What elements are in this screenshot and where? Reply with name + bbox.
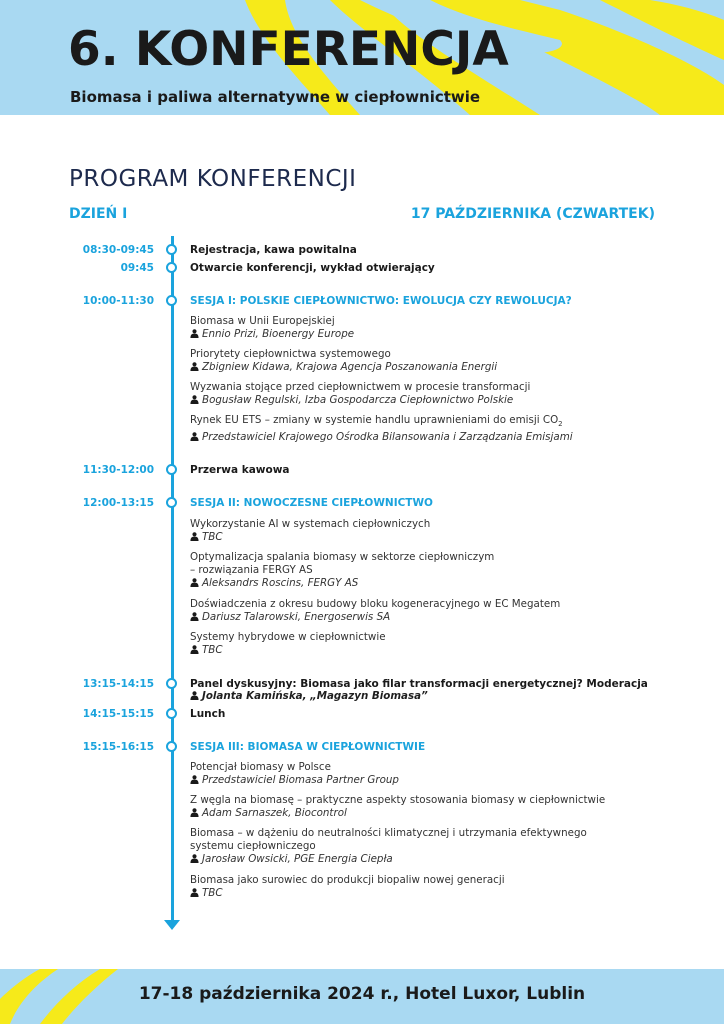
talk-title: Biomasa w Unii Europejskiej: [190, 315, 335, 327]
conference-subtitle: Biomasa i paliwa alternatywne w ciepłownictwie: [70, 88, 481, 106]
talk: [190, 827, 660, 866]
talk-speaker: [190, 531, 660, 544]
person-icon: [190, 854, 199, 863]
header-banner: [0, 0, 724, 115]
person-icon: [190, 395, 199, 404]
talk-speaker: [190, 431, 660, 444]
person-icon: [190, 691, 199, 700]
talk: [190, 761, 660, 787]
day-label: DZIEŃ I: [69, 206, 128, 222]
talk-speaker: [190, 690, 660, 703]
person-icon: [190, 578, 199, 587]
talk-title: Optymalizacja spalania biomasy w sektorze ciepłowniczym: [190, 551, 495, 563]
talk: [190, 598, 660, 624]
session-title: SESJA II: NOWOCZESNE CIEPŁOWNICTWO: [190, 497, 433, 509]
talk-title: Biomasa jako surowiec do produkcji biopaliw nowej generacji: [190, 874, 505, 886]
timeline-dot: [166, 741, 177, 752]
talk: [190, 518, 660, 544]
schedule-item-title: Lunch: [190, 708, 226, 720]
timeline-dot: [166, 708, 177, 719]
talk-title-line2: – rozwiązania FERGY AS: [190, 564, 313, 576]
talk-speaker: [190, 853, 660, 866]
schedule-item-title: Otwarcie konferencji, wykład otwierający: [190, 262, 435, 274]
talk-title: Potencjał biomasy w Polsce: [190, 761, 331, 773]
person-icon: [190, 775, 199, 784]
timeline-dot: [166, 244, 177, 255]
program-heading: PROGRAM KONFERENCJI: [69, 166, 357, 192]
talk-speaker: [190, 577, 660, 590]
talk: [190, 794, 660, 820]
time-slot: 09:45: [120, 262, 154, 274]
person-icon: [190, 362, 199, 371]
event-date-location: 17-18 października 2024 r., Hotel Luxor, Lublin: [138, 984, 586, 1004]
session-title: SESJA III: BIOMASA W CIEPŁOWNICTWIE: [190, 741, 426, 753]
speaker-name: Bogusław Regulski, Izba Gospodarcza Ciepłownictwo Polskie: [202, 394, 514, 406]
speaker-name: Aleksandrs Roscins, FERGY AS: [202, 577, 359, 589]
timeline-dot: [166, 497, 177, 508]
subscript: 2: [558, 420, 563, 429]
panel-item: [190, 678, 660, 703]
talk: [190, 551, 660, 590]
talk-speaker: [190, 611, 660, 624]
person-icon: [190, 612, 199, 621]
timeline-dot: [166, 678, 177, 689]
timeline-line: [171, 236, 174, 922]
timeline-dot: [166, 464, 177, 475]
person-icon: [190, 432, 199, 441]
schedule-item-title: Przerwa kawowa: [190, 464, 290, 476]
talk-title: Z węgla na biomasę – praktyczne aspekty stosowania biomasy w ciepłownictwie: [190, 794, 606, 806]
conference-title: 6. KONFERENCJA: [68, 22, 509, 77]
talk-title: Wykorzystanie AI w systemach ciepłowniczych: [190, 518, 431, 530]
talk-title: Wyzwania stojące przed ciepłownictwem w procesie transformacji: [190, 381, 531, 393]
time-slot: 13:15-14:15: [82, 678, 154, 690]
time-slot: 14:15-15:15: [82, 708, 154, 720]
schedule-item-title: Rejestracja, kawa powitalna: [190, 244, 357, 256]
talk-speaker: [190, 361, 660, 374]
speaker-name: Adam Sarnaszek, Biocontrol: [202, 807, 347, 819]
talk-speaker: [190, 774, 660, 787]
speaker-name: Jarosław Owsicki, PGE Energia Ciepła: [202, 853, 393, 865]
timeline-dot: [166, 295, 177, 306]
talk: [190, 315, 660, 341]
talk: [190, 414, 660, 444]
time-slot: 11:30-12:00: [82, 464, 154, 476]
speaker-name: Przedstawiciel Krajowego Ośrodka Bilansowania i Zarządzania Emisjami: [202, 431, 573, 444]
person-icon: [190, 888, 199, 897]
time-slot: 08:30-09:45: [82, 244, 154, 256]
speaker-name: Ennio Prizi, Bioenergy Europe: [202, 328, 355, 340]
talk: [190, 631, 660, 657]
talk-title: Priorytety ciepłownictwa systemowego: [190, 348, 391, 360]
speaker-name: Zbigniew Kidawa, Krajowa Agencja Poszanowania Energii: [202, 361, 498, 373]
person-icon: [190, 645, 199, 654]
speaker-name: TBC: [202, 887, 223, 899]
talk-speaker: [190, 394, 660, 407]
session-title: SESJA I: POLSKIE CIEPŁOWNICTWO: EWOLUCJA CZY REWOLUCJA?: [190, 295, 572, 307]
talk-title-line2: systemu ciepłowniczego: [190, 840, 316, 852]
talk-speaker: [190, 328, 660, 341]
person-icon: [190, 532, 199, 541]
talk-title: Systemy hybrydowe w ciepłownictwie: [190, 631, 386, 643]
person-icon: [190, 808, 199, 817]
person-icon: [190, 329, 199, 338]
talk-speaker: [190, 807, 660, 820]
talk: [190, 874, 660, 900]
schedule-item-title: Panel dyskusyjny: Biomasa jako filar transformacji energetycznej? Moderacja: [190, 678, 648, 690]
talk: [190, 348, 660, 374]
speaker-name: Jolanta Kamińska, „Magazyn Biomasa”: [202, 690, 428, 702]
time-slot: 12:00-13:15: [82, 497, 154, 509]
footer-banner: [0, 969, 724, 1024]
speaker-name: TBC: [202, 644, 223, 656]
timeline-arrow-icon: [164, 920, 180, 930]
talk: [190, 381, 660, 407]
speaker-name: TBC: [202, 531, 223, 543]
day-date: 17 PAŹDZIERNIKA (CZWARTEK): [410, 206, 655, 222]
time-slot: 15:15-16:15: [82, 741, 154, 753]
speaker-name: Przedstawiciel Biomasa Partner Group: [202, 774, 399, 786]
talk-title: Doświadczenia z okresu budowy bloku kogeneracyjnego w EC Megatem: [190, 598, 561, 610]
timeline-dot: [166, 262, 177, 273]
talk-title: Rynek EU ETS – zmiany w systemie handlu uprawnieniami do emisji CO: [190, 414, 559, 426]
talk-title: Biomasa – w dążeniu do neutralności klimatycznej i utrzymania efektywnego: [190, 827, 587, 839]
talk-speaker: [190, 887, 660, 900]
time-slot: 10:00-11:30: [82, 295, 154, 307]
speaker-name: Dariusz Talarowski, Energoserwis SA: [202, 611, 391, 623]
talk-speaker: [190, 644, 660, 657]
